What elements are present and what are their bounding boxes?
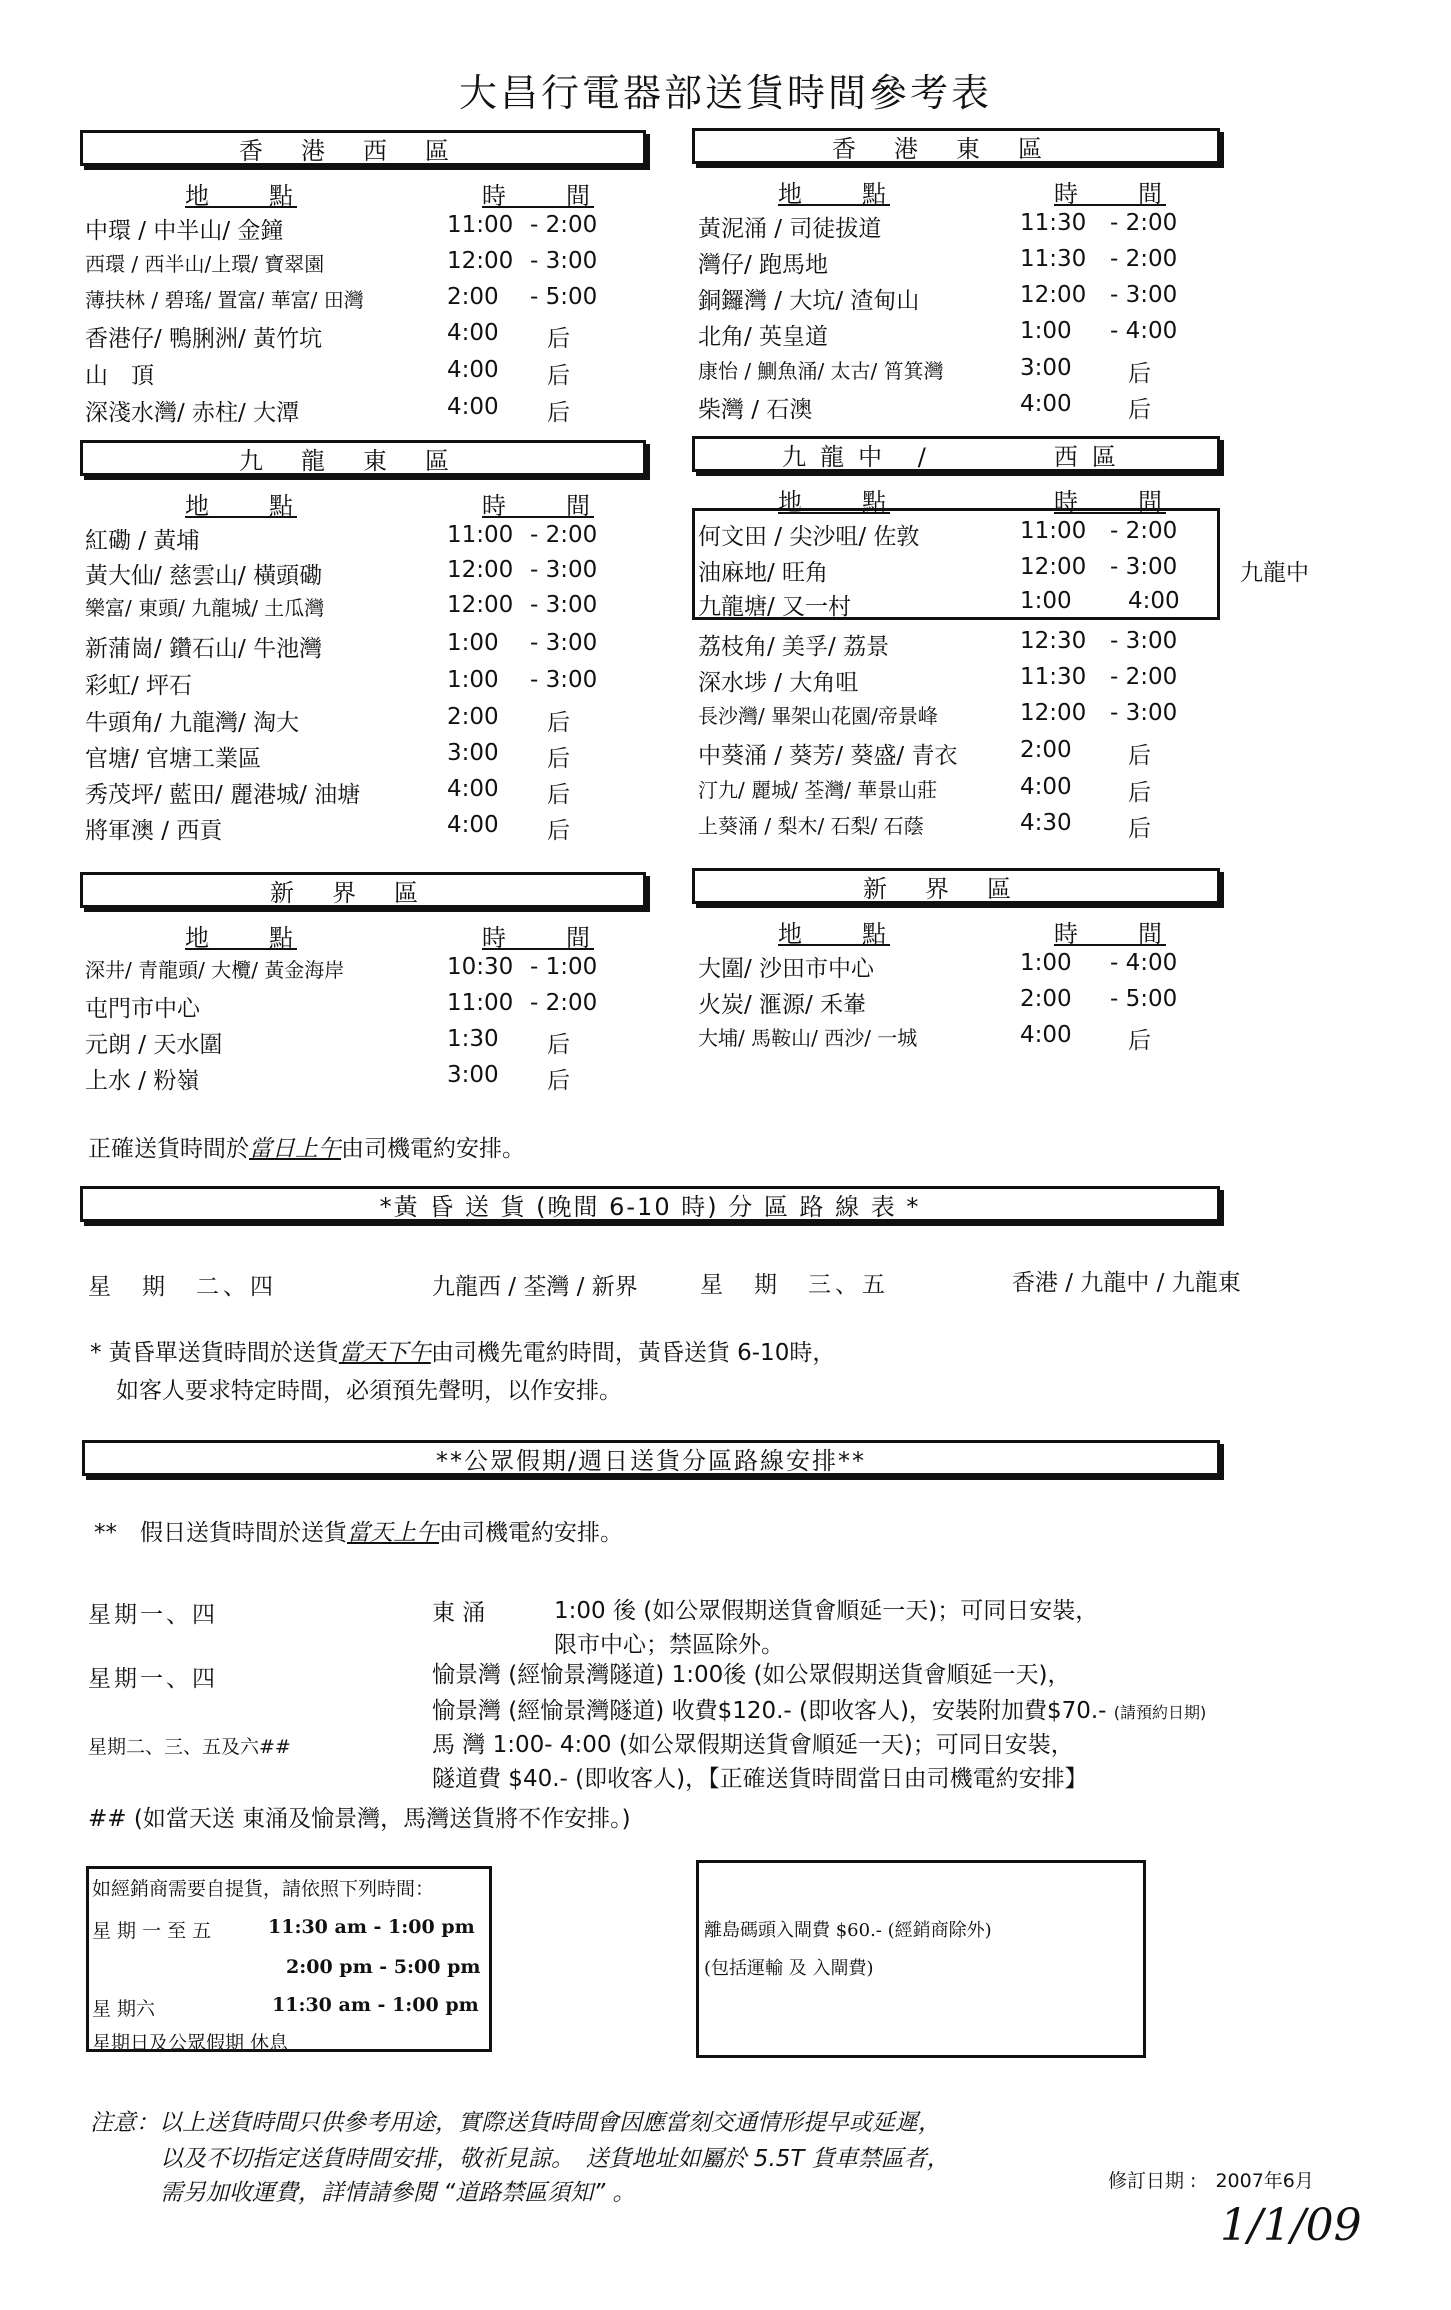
note-text: 由司機先電約時間，黃昏送貨 6-10時， [430, 1340, 836, 1366]
pickup-weekday-time-2: 2:00 pm - 5:00 pm [286, 1956, 481, 1978]
footer-note-line-2: 以及不切指定送貨時間安排，敬祈見諒。 送貨地址如屬於 5.5T 貨車禁區者， [160, 2146, 950, 2172]
island-fee-line-2: (包括運輸 及 入閘費) [704, 1958, 874, 1979]
time-to: - 2:00 [1110, 246, 1178, 272]
time-from: 3:00 [447, 740, 499, 766]
location-cell: 元朗 / 天水圍 [85, 1032, 223, 1058]
column-header-time: 時 間 [482, 182, 594, 210]
time-to: 后 [547, 1068, 570, 1094]
holiday-row1-text1: 1:00 後 (如公眾假期送貨會順延一天)；可同日安裝， [554, 1598, 1099, 1624]
time-to: 后 [547, 818, 570, 844]
location-cell: 九龍塘/ 又一村 [698, 594, 852, 620]
pickup-weekday-time-1: 11:30 am - 1:00 pm [268, 1916, 475, 1938]
time-from: 1:00 [1020, 950, 1072, 976]
note-text: 由司機電約安排。 [341, 1136, 525, 1162]
evening-area-2: 香港 / 九龍中 / 九龍東 [1012, 1270, 1241, 1296]
time-to: - 4:00 [1110, 950, 1178, 976]
note-text: 愉景灣 (經愉景灣隧道) 收費$120.- (即收客人)，安裝附加費$70.- [432, 1698, 1114, 1724]
location-cell: 山 頂 [85, 363, 154, 389]
location-cell: 康怡 / 鰂魚涌/ 太古/ 筲箕灣 [698, 359, 944, 383]
location-cell: 大圍/ 沙田市中心 [698, 956, 875, 982]
holiday-row2-text1: 愉景灣 (經愉景灣隧道) 1:00後 (如公眾假期送貨會順延一天)， [432, 1662, 1071, 1688]
holiday-note [94, 1514, 623, 1547]
location-cell: 油麻地/ 旺角 [698, 560, 829, 586]
time-from: 1:00 [447, 667, 499, 693]
column-header-location: 地 點 [778, 488, 890, 516]
evening-day-1: 星 期 二、四 [88, 1274, 277, 1300]
time-from: 12:00 [1020, 554, 1087, 580]
evening-note-line-2: 如客人要求特定時間，必須預先聲明，以作安排。 [116, 1378, 622, 1404]
time-to: - 3:00 [1110, 282, 1178, 308]
holiday-row2-day: 星期一、四 [88, 1666, 218, 1692]
time-to: - 3:00 [530, 557, 598, 583]
footer-note-line-1: 注意：以上送貨時間只供參考用途，實際送貨時間會因應當刻交通情形提早或延遲， [90, 2110, 941, 2136]
time-from: 2:00 [447, 284, 499, 310]
column-header-location: 地 點 [185, 492, 297, 520]
time-from: 11:30 [1020, 664, 1087, 690]
time-from: 12:00 [1020, 700, 1087, 726]
time-to: - 3:00 [530, 592, 598, 618]
location-cell: 將軍澳 / 西貢 [85, 818, 223, 844]
section-header: 香港東區 [692, 128, 1220, 164]
time-from: 11:00 [1020, 518, 1087, 544]
location-cell: 薄扶林 / 碧瑤/ 置富/ 華富/ 田灣 [85, 288, 364, 312]
note-text: ** 假日送貨時間於送貨 [94, 1520, 347, 1546]
note-text: * 黃昏單送貨時間於送貨 [90, 1340, 339, 1366]
time-from: 4:00 [447, 320, 499, 346]
time-to: 4:00 [1128, 588, 1180, 614]
location-cell: 牛頭角/ 九龍灣/ 淘大 [85, 710, 300, 736]
time-from: 1:00 [1020, 588, 1072, 614]
time-from: 3:00 [447, 1062, 499, 1088]
location-cell: 何文田 / 尖沙咀/ 佐敦 [698, 524, 920, 550]
column-header-time: 時 間 [482, 924, 594, 952]
column-header-location: 地 點 [778, 180, 890, 208]
time-from: 12:00 [1020, 282, 1087, 308]
time-to: 后 [1128, 816, 1151, 842]
time-to: - 4:00 [1110, 318, 1178, 344]
pickup-closed-note: 星期日及公眾假期 休息 [92, 2032, 289, 2054]
location-cell: 西環 / 西半山/上環/ 寶翠園 [85, 252, 325, 276]
time-from: 1:00 [1020, 318, 1072, 344]
column-header-time: 時 間 [1054, 920, 1166, 948]
island-fee-line-1: 離島碼頭入閘費 $60.- (經銷商除外) [704, 1920, 992, 1941]
holiday-delivery-header: **公眾假期/週日送貨分區路線安排** [82, 1440, 1220, 1476]
location-cell: 中葵涌 / 葵芳/ 葵盛/ 青衣 [698, 743, 958, 769]
note-text: 正確送貨時間於 [88, 1136, 249, 1162]
time-from: 4:00 [1020, 774, 1072, 800]
location-cell: 北角/ 英皇道 [698, 324, 829, 350]
location-cell: 上葵涌 / 梨木/ 石梨/ 石蔭 [698, 814, 924, 838]
location-cell: 銅鑼灣 / 大坑/ 渣甸山 [698, 288, 920, 314]
time-to: - 2:00 [1110, 664, 1178, 690]
kowloon-central-side-label: 九龍中 [1240, 560, 1309, 586]
location-cell: 秀茂坪/ 藍田/ 麗港城/ 油塘 [85, 782, 361, 808]
time-to: - 2:00 [1110, 518, 1178, 544]
time-from: 11:00 [447, 522, 514, 548]
location-cell: 新蒲崗/ 鑽石山/ 牛池灣 [85, 636, 323, 662]
column-header-location: 地 點 [185, 182, 297, 210]
column-header-location: 地 點 [185, 924, 297, 952]
location-cell: 樂富/ 東頭/ 九龍城/ 土瓜灣 [85, 596, 325, 620]
location-cell: 深水埗 / 大角咀 [698, 670, 859, 696]
holiday-footnote: ## (如當天送 東涌及愉景灣，馬灣送貨將不作安排。) [88, 1806, 631, 1832]
time-from: 12:30 [1020, 628, 1087, 654]
section-header: 新界區 [80, 872, 646, 908]
time-from: 11:30 [1020, 210, 1087, 236]
time-to: - 3:00 [1110, 554, 1178, 580]
time-from: 3:00 [1020, 355, 1072, 381]
location-cell: 官塘/ 官塘工業區 [85, 746, 262, 772]
column-header-time: 時 間 [1054, 488, 1166, 516]
time-from: 12:00 [447, 592, 514, 618]
pickup-weekday-label: 星 期 一 至 五 [92, 1920, 212, 1942]
time-to: - 2:00 [530, 990, 598, 1016]
note-text: 由司機電約安排。 [439, 1520, 623, 1546]
footer-note-line-3: 需另加收運費，詳情請參閱 “道路禁區須知” 。 [160, 2180, 636, 2206]
pickup-saturday-time: 11:30 am - 1:00 pm [272, 1994, 479, 2016]
time-to: - 5:00 [1110, 986, 1178, 1012]
time-from: 1:30 [447, 1026, 499, 1052]
note-underlined: 當天上午 [347, 1520, 439, 1546]
column-header-time: 時 間 [482, 492, 594, 520]
location-cell: 汀九/ 麗城/ 荃灣/ 華景山莊 [698, 778, 938, 802]
time-to: - 3:00 [530, 248, 598, 274]
time-to: - 2:00 [530, 522, 598, 548]
location-cell: 深井/ 青龍頭/ 大欖/ 黃金海岸 [85, 958, 345, 982]
time-to: 后 [547, 363, 570, 389]
time-from: 4:00 [447, 812, 499, 838]
time-from: 4:00 [1020, 1022, 1072, 1048]
pickup-saturday-label: 星 期六 [92, 1998, 156, 2020]
pickup-title: 如經銷商需要自提貨，請依照下列時間： [92, 1878, 435, 1900]
time-from: 4:30 [1020, 810, 1072, 836]
location-cell: 紅磡 / 黃埔 [85, 528, 200, 554]
time-from: 4:00 [447, 776, 499, 802]
time-to: 后 [1128, 743, 1151, 769]
time-from: 2:00 [1020, 986, 1072, 1012]
holiday-row3-text2: 隧道費 $40.- (即收客人)，【正確送貨時間當日由司機電約安排】 [432, 1766, 1088, 1792]
time-from: 4:00 [1020, 391, 1072, 417]
time-to: 后 [1128, 1028, 1151, 1054]
time-to: - 2:00 [530, 212, 598, 238]
time-to: 后 [547, 710, 570, 736]
holiday-row3-text1: 馬 灣 1:00- 4:00 (如公眾假期送貨會順延一天)；可同日安裝， [432, 1732, 1074, 1758]
section-header: 九龍中 / 西區 [692, 436, 1220, 472]
revision-date: 修訂日期 : 2007年6月 [1108, 2170, 1314, 2192]
location-cell: 屯門市中心 [85, 996, 200, 1022]
location-cell: 深淺水灣/ 赤柱/ 大潭 [85, 400, 300, 426]
evening-day-2: 星 期 三、五 [700, 1272, 889, 1298]
time-from: 4:00 [447, 357, 499, 383]
time-to: - 3:00 [1110, 628, 1178, 654]
evening-area-1: 九龍西 / 荃灣 / 新界 [432, 1274, 638, 1300]
location-cell: 黃大仙/ 慈雲山/ 橫頭磡 [85, 563, 323, 589]
time-to: - 2:00 [1110, 210, 1178, 236]
location-cell: 灣仔/ 跑馬地 [698, 252, 829, 278]
column-header-time: 時 間 [1054, 180, 1166, 208]
time-from: 11:30 [1020, 246, 1087, 272]
section-header: 九龍東區 [80, 440, 646, 476]
section-header: 新界區 [692, 868, 1220, 904]
time-from: 12:00 [447, 557, 514, 583]
time-to: - 1:00 [530, 954, 598, 980]
time-to: - 3:00 [530, 630, 598, 656]
location-cell: 上水 / 粉嶺 [85, 1068, 200, 1094]
time-from: 11:00 [447, 212, 514, 238]
location-cell: 荔枝角/ 美孚/ 荔景 [698, 634, 890, 660]
time-to: 后 [1128, 780, 1151, 806]
time-to: - 3:00 [1110, 700, 1178, 726]
section-header: 香港西區 [80, 130, 646, 166]
location-cell: 火炭/ 滙源/ 禾輋 [698, 992, 867, 1018]
time-from: 2:00 [1020, 737, 1072, 763]
time-to: - 3:00 [530, 667, 598, 693]
time-from: 4:00 [447, 394, 499, 420]
time-to: 后 [1128, 361, 1151, 387]
evening-delivery-header: *黃 昏 送 貨 (晚間 6-10 時) 分 區 路 線 表 * [80, 1186, 1220, 1222]
holiday-row1-day: 星期一、四 [88, 1602, 218, 1628]
time-to: 后 [547, 400, 570, 426]
evening-note-line-1 [90, 1334, 835, 1367]
time-from: 1:00 [447, 630, 499, 656]
holiday-row1-area: 東 涌 [432, 1600, 486, 1626]
time-from: 11:00 [447, 990, 514, 1016]
location-cell: 長沙灣/ 畢架山花園/帝景峰 [698, 704, 938, 728]
column-header-location: 地 點 [778, 920, 890, 948]
location-cell: 彩虹/ 坪石 [85, 673, 193, 699]
location-cell: 黃泥涌 / 司徒拔道 [698, 216, 882, 242]
handwritten-date: 1/1/09 [1220, 2200, 1362, 2251]
time-from: 2:00 [447, 704, 499, 730]
holiday-row3-day: 星期二、三、五及六## [88, 1736, 291, 1758]
time-to: 后 [547, 1032, 570, 1058]
page-title: 大昌行電器部送貨時間參考表 [458, 71, 992, 115]
time-to: 后 [547, 746, 570, 772]
note-small: (請預約日期) [1113, 1703, 1207, 1722]
time-to: - 5:00 [530, 284, 598, 310]
location-cell: 大埔/ 馬鞍山/ 西沙/ 一城 [698, 1026, 918, 1050]
holiday-row1-text2: 限市中心；禁區除外。 [554, 1632, 784, 1658]
time-to: 后 [547, 782, 570, 808]
time-to: 后 [547, 326, 570, 352]
holiday-row2-text2 [432, 1692, 1206, 1725]
location-cell: 柴灣 / 石澳 [698, 397, 813, 423]
location-cell: 中環 / 中半山/ 金鐘 [85, 218, 284, 244]
time-to: 后 [1128, 397, 1151, 423]
time-from: 10:30 [447, 954, 514, 980]
time-from: 12:00 [447, 248, 514, 274]
note-underlined: 當天下午 [338, 1340, 431, 1366]
note-underlined: 當日上午 [249, 1136, 341, 1162]
location-cell: 香港仔/ 鴨脷洲/ 黃竹坑 [85, 326, 323, 352]
morning-delivery-note [88, 1130, 525, 1163]
